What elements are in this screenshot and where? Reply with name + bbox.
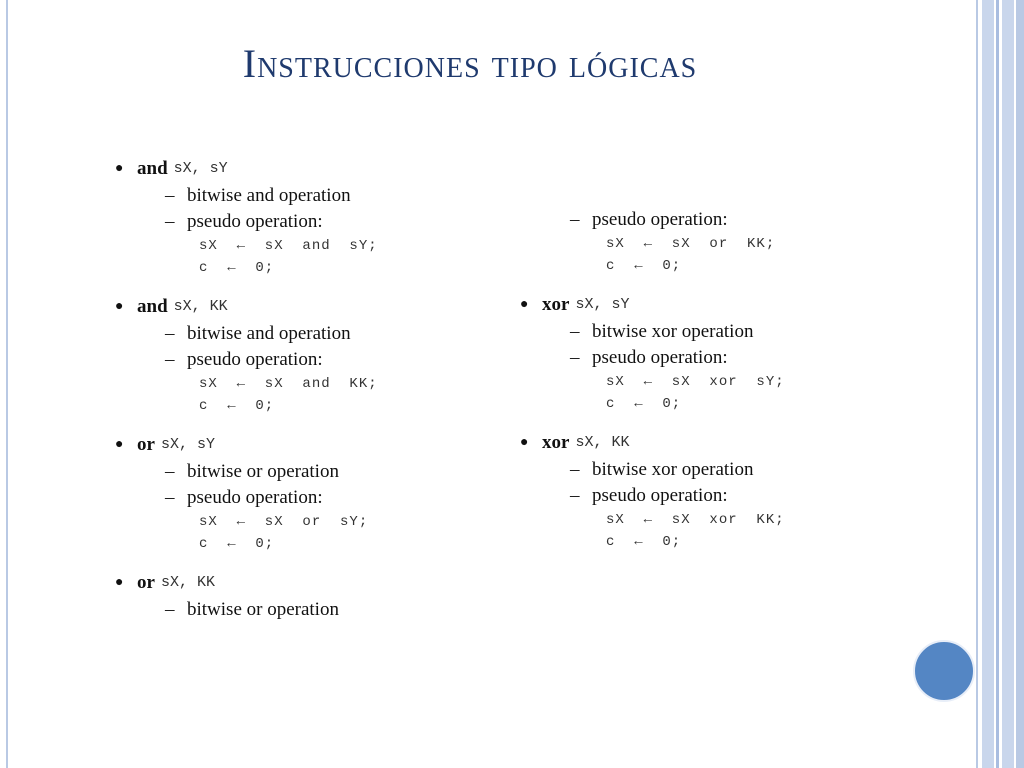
dash-icon: – — [570, 209, 580, 230]
instruction-keyword: or — [137, 572, 155, 593]
dash-icon: – — [165, 487, 175, 508]
code-line: sX ← sX xor sY; — [606, 374, 785, 390]
code-line: sX ← sX and sY; — [199, 238, 378, 254]
code-line: sX ← sX or sY; — [199, 514, 369, 530]
sub-item: bitwise and operation — [187, 323, 351, 344]
dash-icon: – — [165, 323, 175, 344]
bullet-icon: ● — [115, 437, 124, 452]
dash-icon: – — [165, 185, 175, 206]
instruction-operands: sX, KK — [173, 298, 228, 315]
instruction-operands: sX, sY — [173, 160, 228, 177]
slide-frame-right — [976, 0, 1024, 768]
instruction-and-sx-sy — [115, 155, 515, 293]
code-line: sX ← sX and KK; — [199, 376, 378, 392]
dash-icon: – — [165, 349, 175, 370]
code-line: sX ← sX xor KK; — [606, 512, 785, 528]
code-line: c ← 0; — [606, 534, 682, 550]
dash-icon: – — [570, 485, 580, 506]
instruction-operands: sX, KK — [160, 574, 215, 591]
dash-icon: – — [165, 211, 175, 232]
dash-icon: – — [570, 459, 580, 480]
right-column — [520, 207, 940, 553]
sub-item: bitwise xor operation — [592, 321, 754, 342]
instruction-xor-sx-kk — [520, 429, 940, 553]
bullet-icon: ● — [115, 299, 124, 314]
instruction-operands: sX, sY — [575, 296, 630, 313]
decorative-circle — [913, 640, 975, 702]
sub-item: bitwise or operation — [187, 599, 339, 620]
instruction-keyword: xor — [542, 294, 570, 315]
sub-item: pseudo operation: — [592, 347, 728, 368]
instruction-and-sx-kk — [115, 293, 515, 431]
code-line: c ← 0; — [199, 536, 275, 552]
left-column — [115, 155, 515, 623]
sub-item: pseudo operation: — [187, 487, 323, 508]
instruction-keyword: or — [137, 434, 155, 455]
instruction-or-sx-kk — [115, 569, 515, 623]
code-line: c ← 0; — [199, 260, 275, 276]
sub-item: pseudo operation: — [592, 209, 728, 230]
instruction-or-sx-sy — [115, 431, 515, 569]
bullet-icon: ● — [520, 435, 529, 450]
sub-item: bitwise and operation — [187, 185, 351, 206]
instruction-keyword: and — [137, 296, 168, 317]
sub-item: bitwise or operation — [187, 461, 339, 482]
code-line: sX ← sX or KK; — [606, 236, 776, 252]
code-line: c ← 0; — [606, 258, 682, 274]
slide-frame-left — [6, 0, 8, 768]
instruction-or-sx-kk-continued — [520, 207, 940, 291]
dash-icon: – — [165, 461, 175, 482]
dash-icon: – — [165, 599, 175, 620]
code-line: c ← 0; — [199, 398, 275, 414]
bullet-icon: ● — [115, 575, 124, 590]
slide-title: Instrucciones tipo lógicas — [242, 41, 698, 86]
sub-item: bitwise xor operation — [592, 459, 754, 480]
instruction-xor-sx-sy — [520, 291, 940, 429]
bullet-icon: ● — [520, 297, 529, 312]
instruction-operands: sX, sY — [160, 436, 215, 453]
bullet-icon: ● — [115, 161, 124, 176]
instruction-keyword: and — [137, 158, 168, 179]
dash-icon: – — [570, 347, 580, 368]
sub-item: pseudo operation: — [187, 349, 323, 370]
sub-item: pseudo operation: — [187, 211, 323, 232]
code-line: c ← 0; — [606, 396, 682, 412]
instruction-operands: sX, KK — [575, 434, 630, 451]
instruction-keyword: xor — [542, 432, 570, 453]
dash-icon: – — [570, 321, 580, 342]
sub-item: pseudo operation: — [592, 485, 728, 506]
